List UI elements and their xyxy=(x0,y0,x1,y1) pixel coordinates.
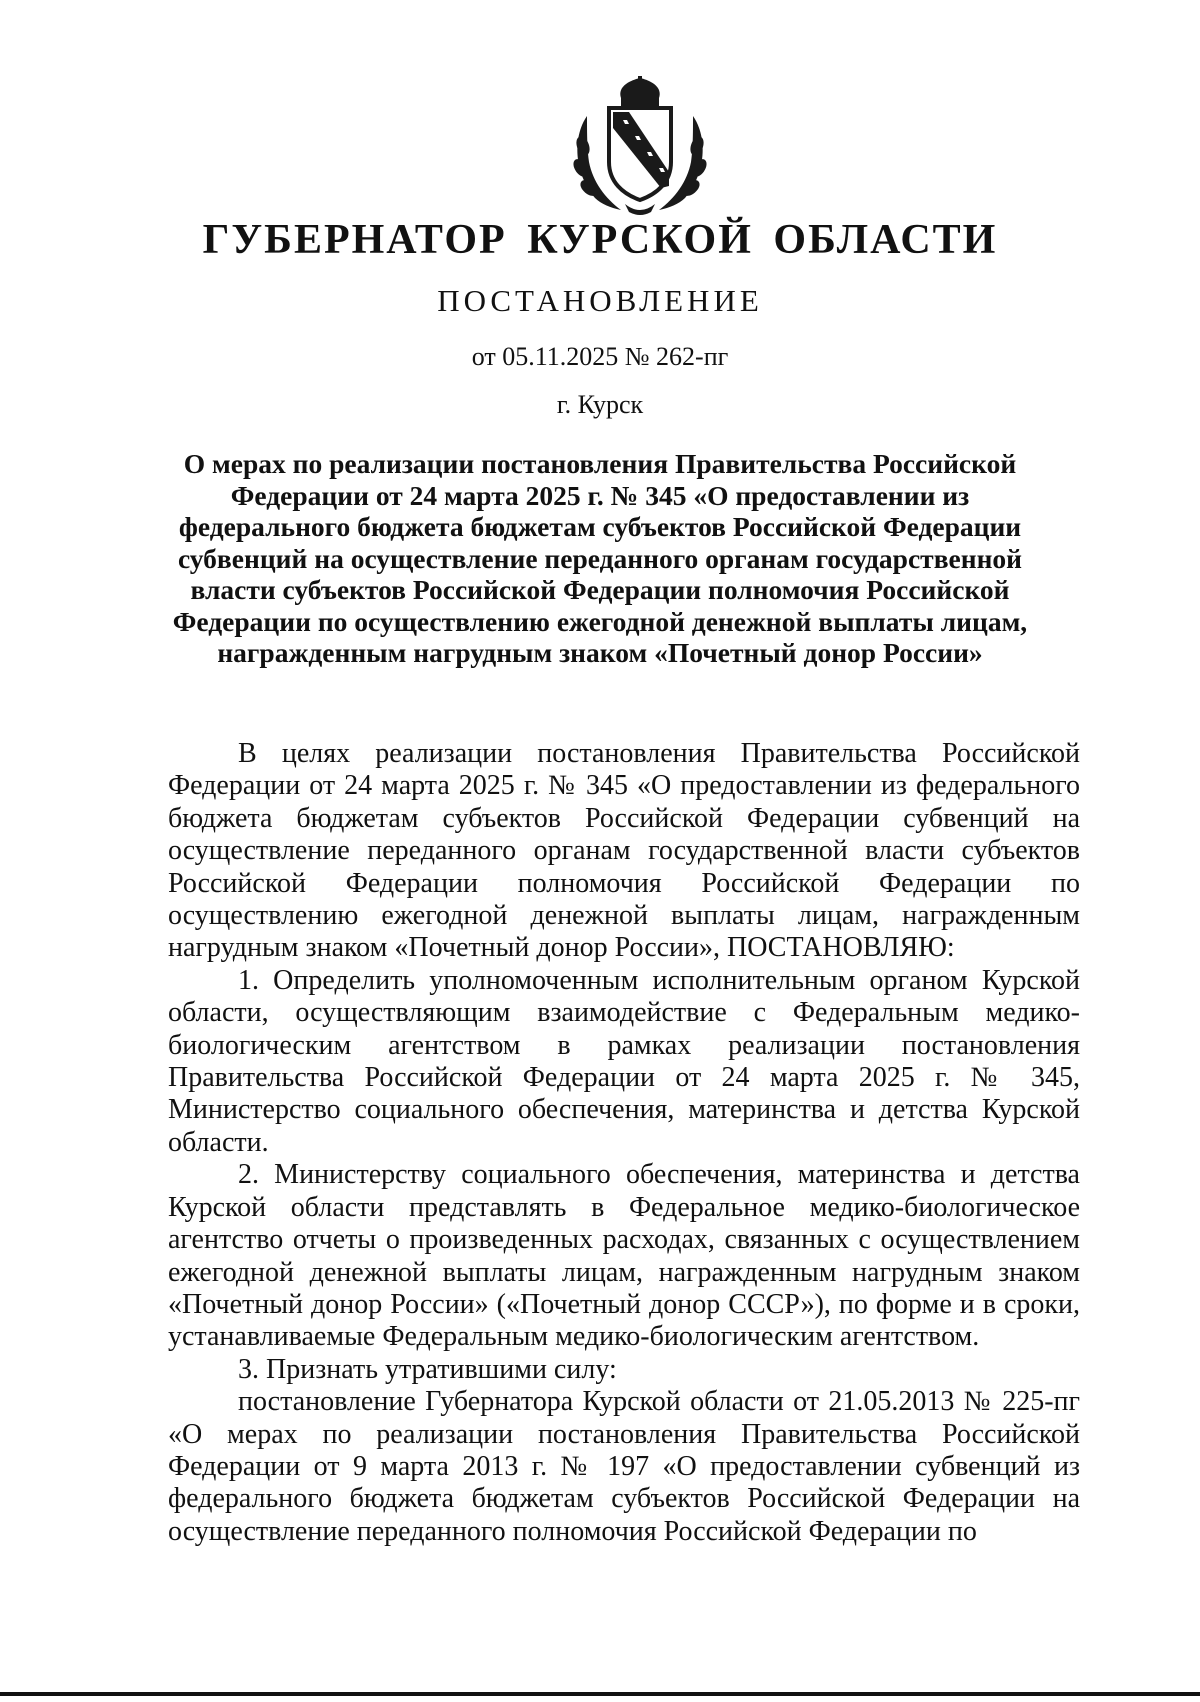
kursk-coat-of-arms-icon xyxy=(565,76,715,216)
repealed-act-paragraph: постановление Губернатора Курской области от 21.05.2013 № 225-пг «О мерах по реализации постановления Правительства Российской Федерации от 9 марта 2013 г. № 197 «О предоставлении субвенций из федерального бюджета бюджетам субъектов Российской Федерации на осуществление переданного полномочия Российской Федерации по xyxy=(168,1386,1080,1547)
doc-number: от 05.11.2025 № 262-пг xyxy=(471,342,729,371)
subject-line: награжденным нагрудным знаком «Почетный донор России» xyxy=(217,637,983,668)
document-subject xyxy=(150,448,1050,669)
clause-3-paragraph: 3. Признать утратившими силу: xyxy=(238,1353,617,1385)
clause-1-paragraph: 1. Определить уполномоченным исполнительным органом Курской области, осуществляющим взаимодействие с Федеральным медико-биологическим агентством в рамках реализации постановления Правительства Российской Федерации от 24 марта 2025 г. № 345, Министерство социального обеспечения, материнства и детства Курской области. xyxy=(168,964,1080,1158)
subject-line: Федерации по осуществлению ежегодной денежной выплаты лицам, xyxy=(172,605,1028,637)
clause-2-paragraph: 2. Министерству социального обеспечения, материнства и детства Курской области представлять в Федеральное медико-биологическое агентство отчеты о произведенных расходах, связанных с осуществлением ежегодной денежной выплаты лицам, награжденным нагрудным знаком «Почетный донор России» («Почетный донор СССР»), по форме и в сроки, устанавливаемые Федеральным медико-биологическим агентством. xyxy=(168,1159,1080,1353)
doc-city: г. Курск xyxy=(556,390,644,419)
subject-line: О мерах по реализации постановления Правительства Российской xyxy=(183,448,1017,479)
preamble-paragraph: В целях реализации постановления Правительства Российской Федерации от 24 марта 2025 г. № 345 «О предоставлении из федерального бюджета бюджетам субъектов Российской Федерации субвенций на осуществление переданного органам государственной власти субъектов Российской Федерации полномочия Российской Федерации по осуществлению ежегодной денежной выплаты лицам, награжденным нагрудным знаком «Почетный донор России», ПОСТАНОВЛЯЮ: xyxy=(168,738,1080,964)
doc-type: ПОСТАНОВЛЕНИЕ xyxy=(437,283,763,318)
page-bottom-edge xyxy=(0,1692,1200,1696)
subject-line: Федерации от 24 марта 2025 г. № 345 «О предоставлении из xyxy=(230,479,970,511)
org-title: ГУБЕРНАТОР КУРСКОЙ ОБЛАСТИ xyxy=(202,217,998,263)
document-body xyxy=(168,738,1080,1548)
subject-line: власти субъектов Российской Федерации полномочия Российской xyxy=(190,574,1010,605)
subject-line: субвенций на осуществление переданного органам государственной xyxy=(177,542,1023,574)
subject-line: федерального бюджета бюджетам субъектов Российской Федерации xyxy=(178,511,1022,542)
